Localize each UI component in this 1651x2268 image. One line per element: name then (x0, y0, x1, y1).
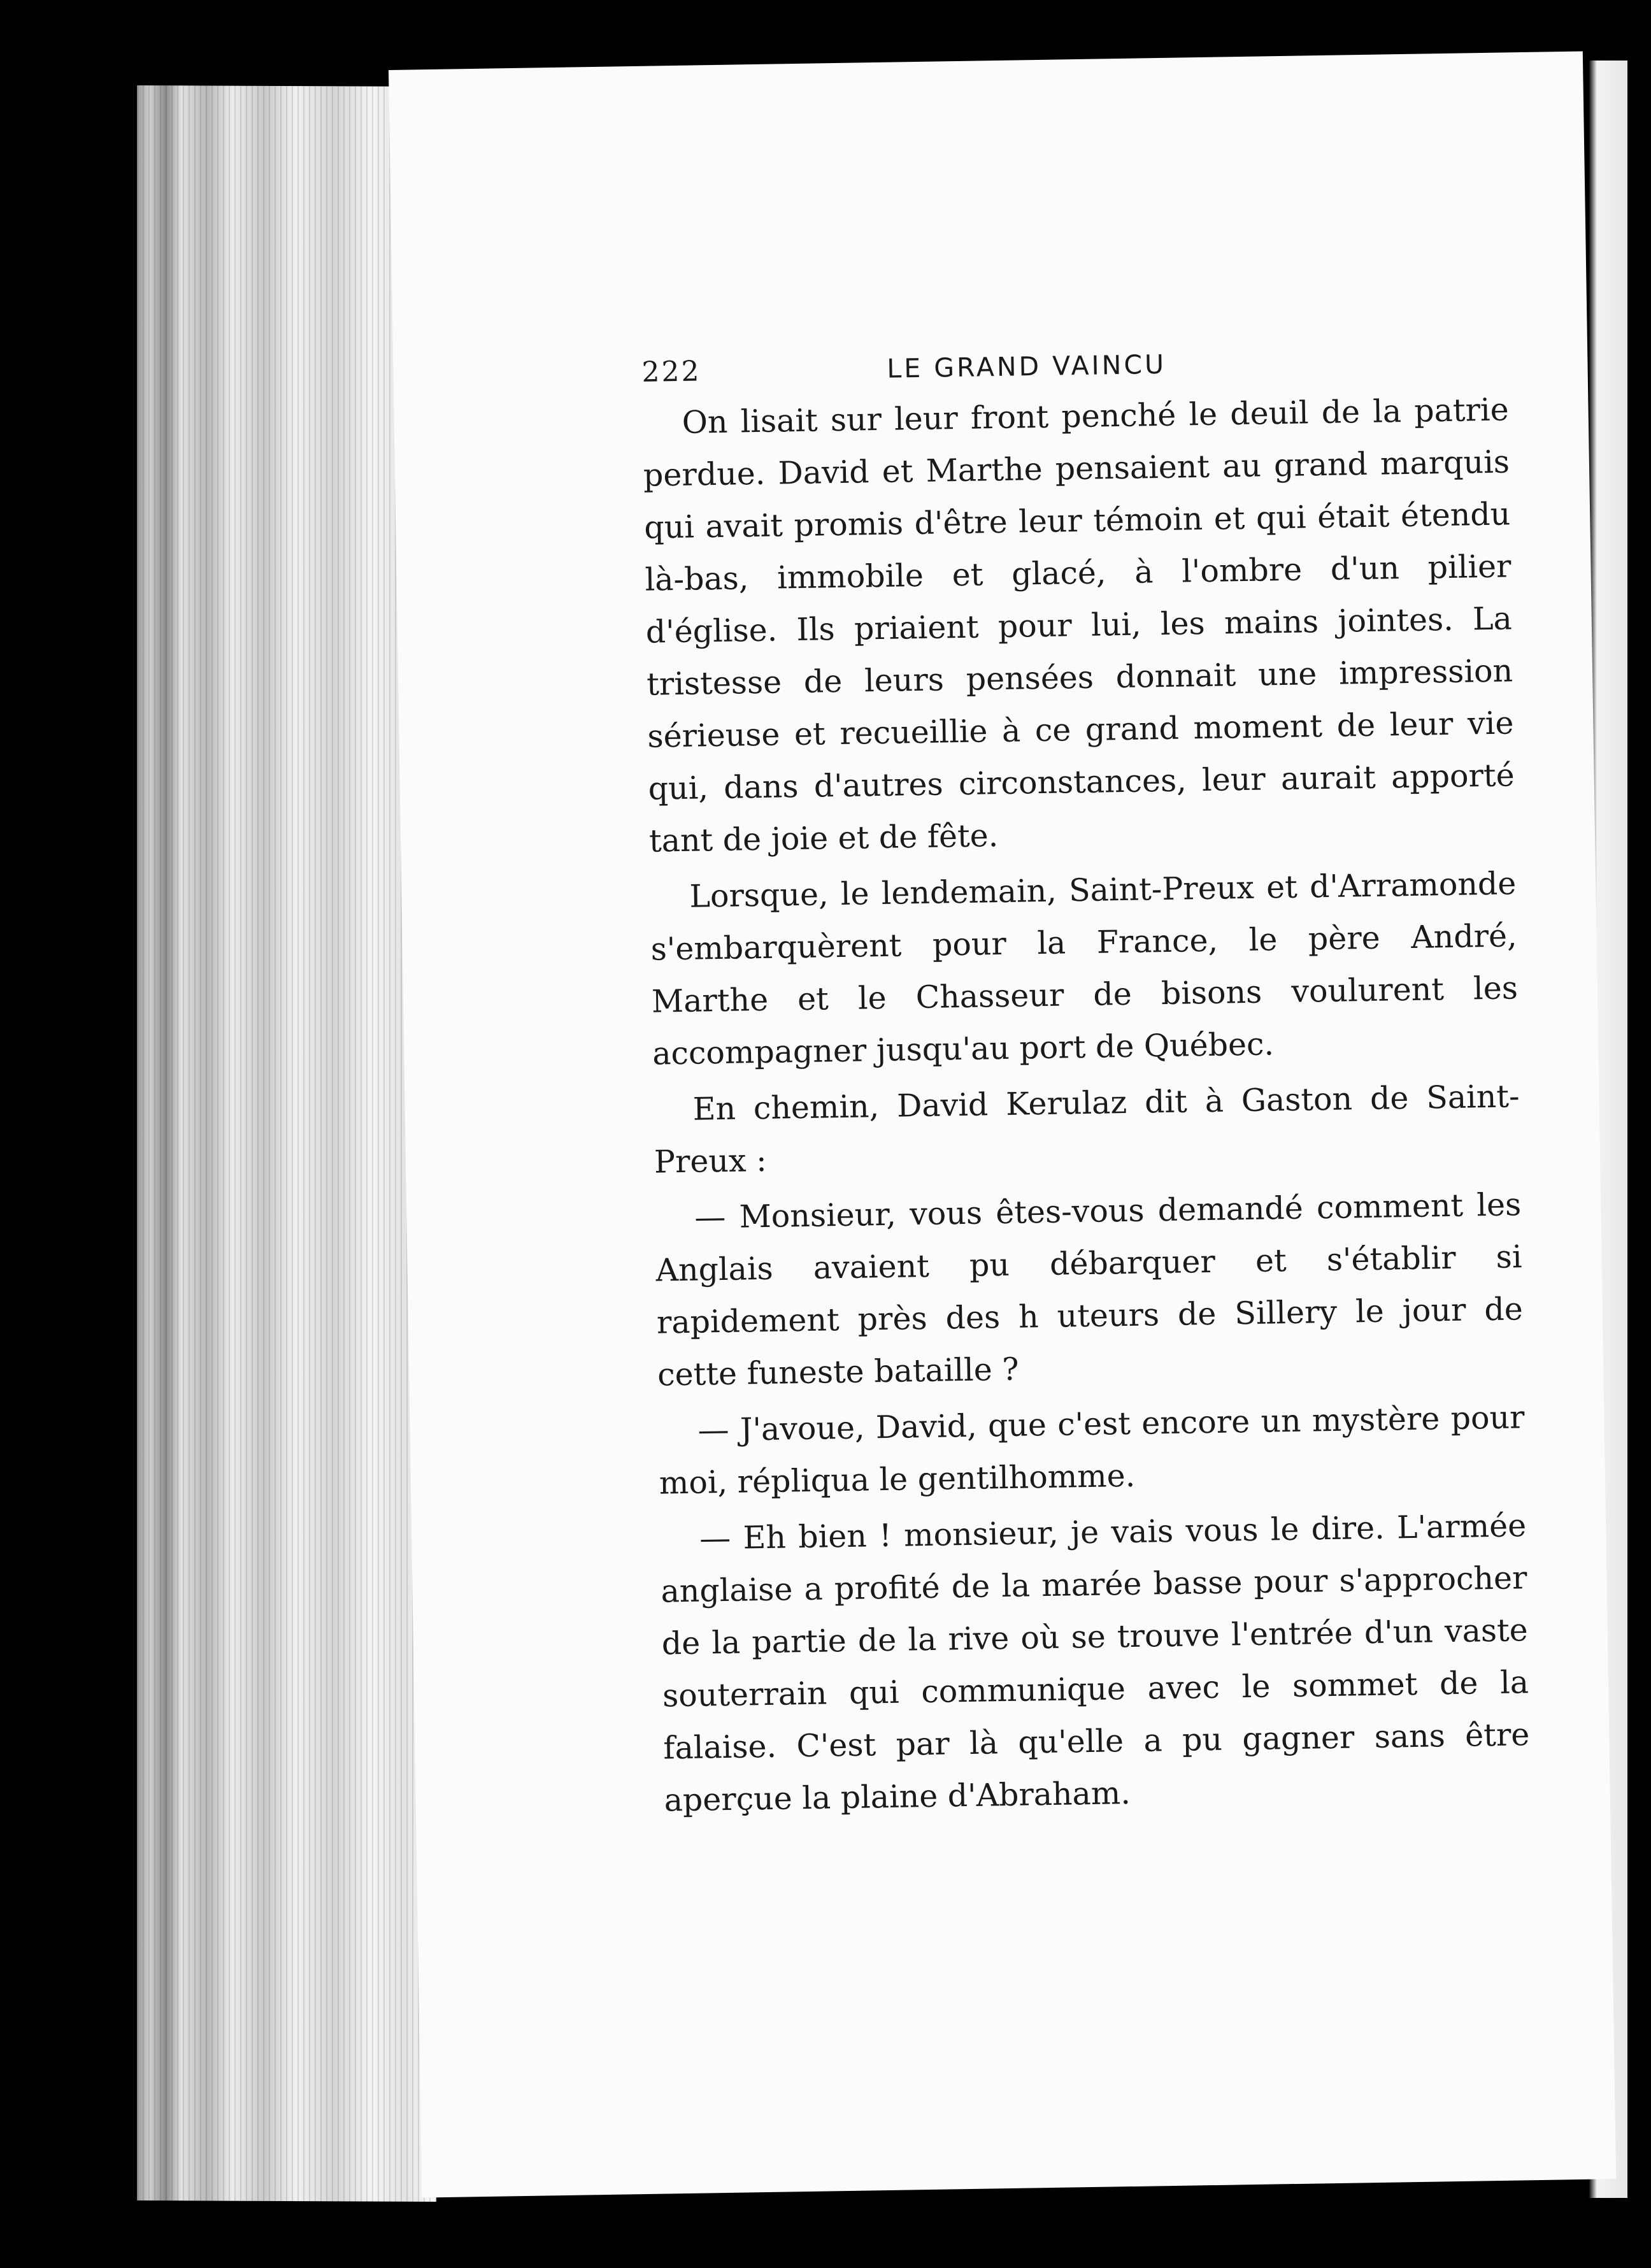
paragraph: On lisait sur leur front penché le deuil de la patrie perdue. David et Marthe pensaient au grand marquis qui avait promis d'être leur témoin et qui était étendu là-bas, immobile et glacé, à l'ombre d'un pilier d'église. Ils priaient pour lui, les mains jointes. La tristesse de leurs pensées donnait une impression sérieuse et recueillie à ce grand moment de leur vie qui, dans d'autres circonstances, leur aurait apporté tant de joie et de fête. (643, 391, 1515, 859)
page-number: 222 (641, 355, 701, 389)
book-page (389, 52, 1616, 2198)
paragraph: — Eh bien ! monsieur, je vais vous le dire. L'armée anglaise a profité de la marée basse pour s'approcher de la partie de la rive où se trouve l'entrée d'un vaste souterrain qui communique avec le sommet de la falaise. C'est par là qu'elle a pu gagner sans être aperçue la plaine d'Abraham. (661, 1507, 1530, 1819)
paragraph: — J'avoue, David, que c'est encore un mystère pour moi, répliqua le gentilhomme. (659, 1399, 1525, 1502)
running-title: LE GRAND VAINCU (887, 348, 1167, 384)
text-block (641, 333, 1531, 1827)
page-edges (137, 85, 436, 2202)
paragraph: Lorsque, le lendemain, Saint-Preux et d'Arramonde s'embarquèrent pour la France, le père André, Marthe et le Chasseur de bisons voulurent les accompagner jusqu'au port de Québec. (650, 865, 1519, 1072)
paragraph: — Monsieur, vous êtes-vous demandé comment les Anglais avaient pu débarquer et s'établir si rapidement près des h uteurs de Sillery le jour de cette funeste bataille ? (655, 1186, 1524, 1393)
paragraph: En chemin, David Kerulaz dit à Gaston de Saint-Preux : (654, 1078, 1520, 1181)
